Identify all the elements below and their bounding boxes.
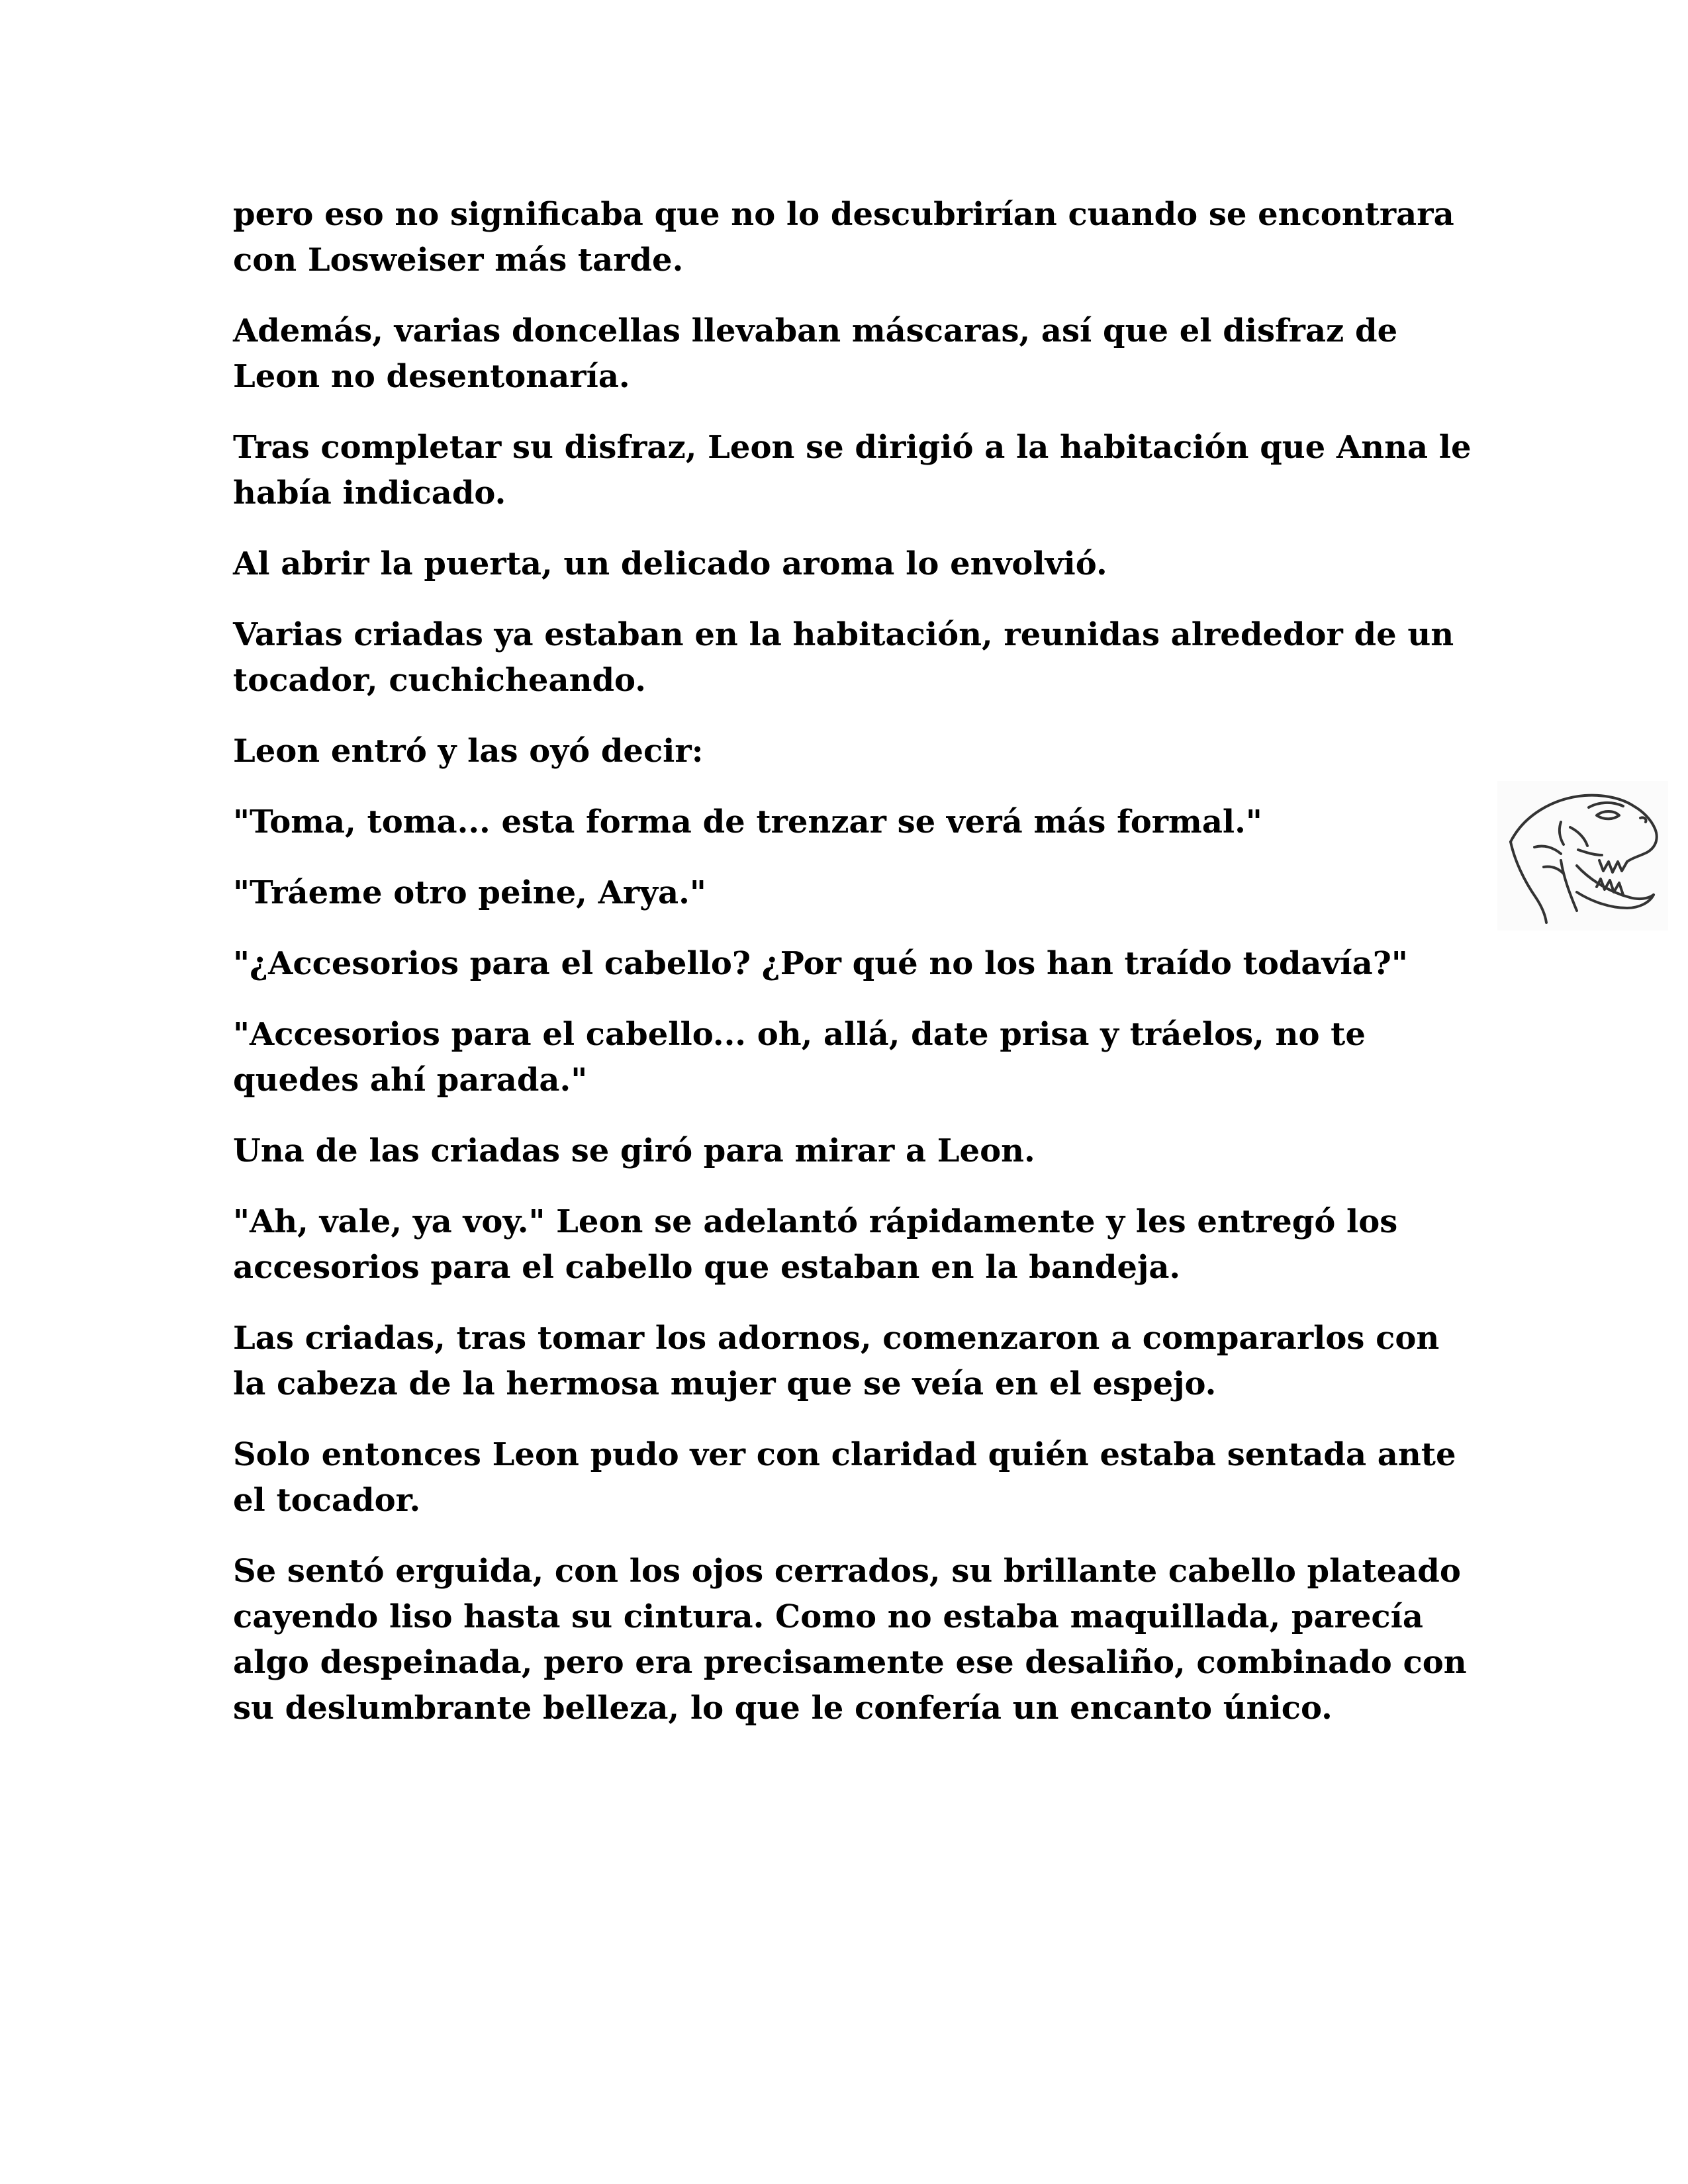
paragraph-10: "Accesorios para el cabello... oh, allá, date prisa y tráelos, no te quedes ahí parada." <box>233 1016 1366 1099</box>
paragraph-3: Tras completar su disfraz, Leon se dirigió a la habitación que Anna le había indicado. <box>233 429 1472 512</box>
paragraph-2: Además, varias doncellas llevaban máscaras, así que el disfraz de Leon no desentonaría. <box>233 312 1398 395</box>
paragraph-15: Se sentó erguida, con los ojos cerrados, su brillante cabello plateado cayendo liso hasta su cintura. Como no estaba maquillada, parecía algo despeinada, pero era precisamente ese desaliño, combinado con su deslumbrante belleza, lo que le confería un encanto único. <box>233 1553 1467 1727</box>
paragraph-13: Las criadas, tras tomar los adornos, comenzaron a compararlos con la cabeza de la hermosa mujer que se veía en el espejo. <box>233 1320 1440 1402</box>
paragraph-9: "¿Accesorios para el cabello? ¿Por qué no los han traído todavía?" <box>233 945 1408 982</box>
paragraph-1: pero eso no significaba que no lo descubrirían cuando se encontrara con Losweiser más tarde. <box>233 196 1454 279</box>
paragraph-6: Leon entró y las oyó decir: <box>233 733 704 770</box>
paragraph-7: "Toma, toma... esta forma de trenzar se verá más formal." <box>233 803 1262 841</box>
paragraph-11: Una de las criadas se giró para mirar a Leon. <box>233 1132 1035 1169</box>
paragraph-12: "Ah, vale, ya voy." Leon se adelantó rápidamente y les entregó los accesorios para el cabello que estaban en la bandeja. <box>233 1203 1398 1286</box>
paragraph-4: Al abrir la puerta, un delicado aroma lo envolvió. <box>233 545 1107 582</box>
paragraph-8: "Tráeme otro peine, Arya." <box>233 874 706 911</box>
body-text <box>233 192 1477 1756</box>
paragraph-14: Solo entonces Leon pudo ver con claridad quién estaba sentada ante el tocador. <box>233 1436 1456 1519</box>
paragraph-5: Varias criadas ya estaban en la habitación, reunidas alrededor de un tocador, cuchicheando. <box>233 616 1454 699</box>
dinosaur-sketch-icon <box>1497 781 1668 931</box>
